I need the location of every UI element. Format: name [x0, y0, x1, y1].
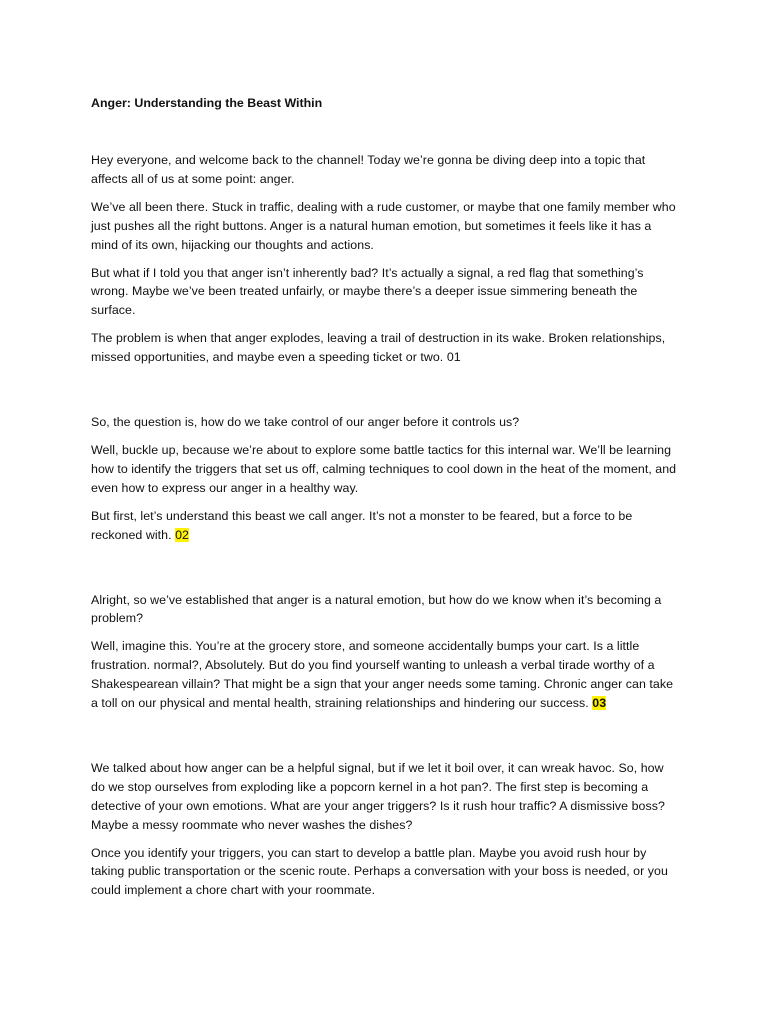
paragraph: We talked about how anger can be a helpful signal, but if we let it boil over, it can wreak havoc. So, how do we stop ourselves from exploding like a popcorn kernel in a hot pan?. The first step is becoming a detective of your own emotions. What are your anger triggers? Is it rush hour traffic? A dismissive boss? Maybe a messy roommate who never washes the dishes?	[91, 760, 665, 832]
paragraph	[91, 329, 680, 367]
section-gap	[91, 554, 680, 591]
paragraph: Alright, so we’ve established that anger is a natural emotion, but how do we know when it’s becoming a problem?	[91, 592, 662, 626]
section-marker: 01	[446, 350, 461, 365]
section-marker-highlight: 03	[592, 696, 607, 711]
paragraph: But what if I told you that anger isn’t inherently bad? It’s actually a signal, a red flag that something’s wrong. Maybe we’ve been treated unfairly, or maybe there’s a deeper issue simmering beneath the surface.	[91, 265, 644, 318]
paragraph: Hey everyone, and welcome back to the channel! Today we’re gonna be diving deep into a topic that affects all of us at some point: anger.	[91, 153, 646, 186]
paragraph-text: The problem is when that anger explodes, leaving a trail of destruction in its wake. Broken relationships, missed opportunities, and maybe even a speeding ticket or two.	[91, 331, 666, 365]
section-gap	[91, 722, 680, 759]
paragraph: So, the question is, how do we take control of our anger before it controls us?	[91, 415, 520, 430]
document-title: Anger: Understanding the Beast Within	[91, 96, 323, 110]
paragraph: Once you identify your triggers, you can start to develop a battle plan. Maybe you avoid rush hour by taking public transportation or the scenic route. Perhaps a conversation with your boss is needed, or you could implement a chore chart with your roommate.	[91, 845, 668, 898]
paragraph-text: But first, let’s understand this beast we call anger. It’s not a monster to be feared, but a force to be reckoned with.	[91, 508, 633, 542]
paragraph: Well, buckle up, because we’re about to explore some battle tactics for this internal war. We’ll be learning how to identify the triggers that set us off, calming techniques to cool down in the heat of the moment, and even how to express our anger in a healthy way.	[91, 442, 677, 495]
section-marker-highlight: 02	[175, 527, 189, 542]
paragraph	[91, 637, 680, 713]
paragraph	[91, 507, 680, 545]
paragraph: We’ve all been there. Stuck in traffic, dealing with a rude customer, or maybe that one family member who just pushes all the right buttons. Anger is a natural human emotion, but sometimes it feels like it has a mind of its own, hijacking our thoughts and actions.	[91, 199, 676, 252]
section-gap	[91, 376, 680, 413]
paragraph-text: Well, imagine this. You’re at the grocery store, and someone accidentally bumps your cart. Is a little frustration. normal?, Absolutely. But do you find yourself wanting to unleash a verbal tirade worthy of a Shakespearean villain? That might be a sign that your anger needs some taming. Chronic anger can take a toll on our physical and mental health, straining relationships and hindering our success.	[91, 639, 674, 711]
